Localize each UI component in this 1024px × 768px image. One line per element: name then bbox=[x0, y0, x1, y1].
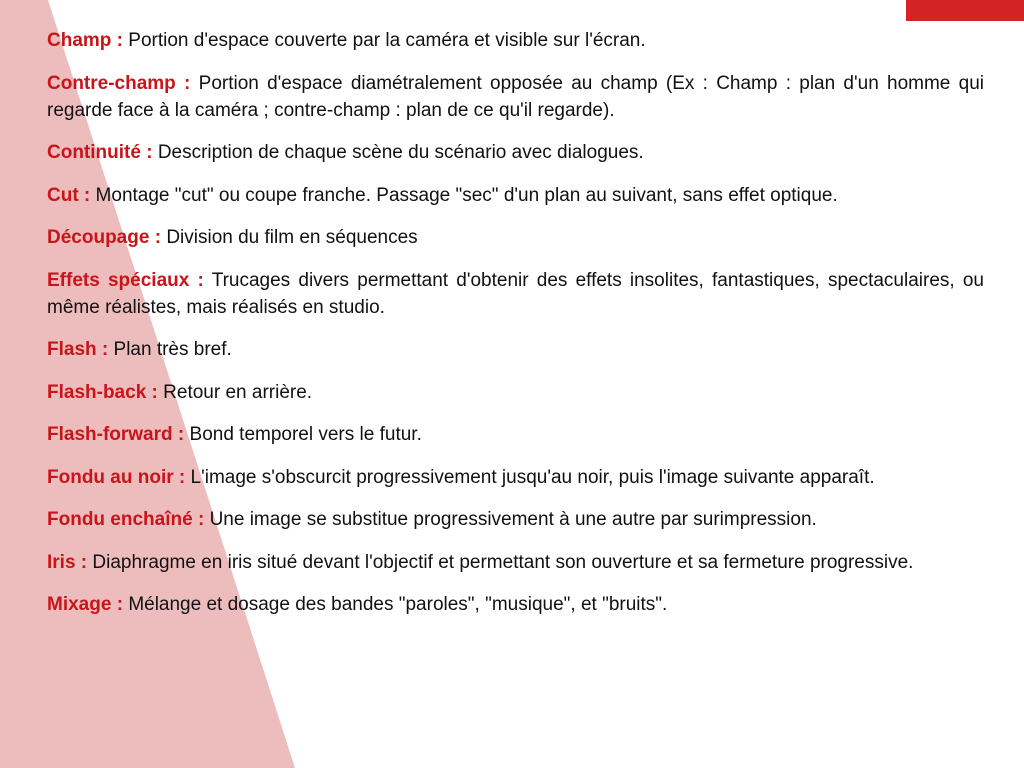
glossary-entry bbox=[47, 336, 984, 363]
glossary-term: Découpage : bbox=[47, 227, 162, 248]
glossary-definition: Portion d'espace couverte par la caméra et visible sur l'écran. bbox=[128, 30, 646, 51]
glossary-term: Champ : bbox=[47, 30, 123, 51]
glossary-definition: Diaphragme en iris situé devant l'objectif et permettant son ouverture et sa fermeture progressive. bbox=[92, 551, 914, 573]
glossary-term: Iris : bbox=[47, 551, 88, 573]
glossary-entry bbox=[47, 27, 984, 54]
glossary-entry bbox=[47, 224, 984, 251]
glossary-entry bbox=[47, 506, 984, 533]
glossary-term: Fondu enchaîné : bbox=[47, 509, 205, 530]
corner-accent-bar bbox=[906, 0, 1024, 21]
glossary-term: Flash-forward : bbox=[47, 424, 185, 445]
glossary-term: Continuité : bbox=[47, 142, 153, 163]
glossary-entry bbox=[47, 421, 984, 448]
glossary-definition: Mélange et dosage des bandes "paroles", "musique", et "bruits". bbox=[128, 594, 668, 615]
glossary-list bbox=[47, 27, 984, 634]
glossary-definition: Portion d'espace diamétralement opposée au champ (Ex : Champ : plan d'un homme qui regarde face à la caméra ; contre-champ : plan de ce qu'il regarde). bbox=[47, 72, 984, 121]
glossary-entry bbox=[47, 139, 984, 166]
glossary-term: Contre-champ : bbox=[47, 72, 191, 94]
glossary-definition: Une image se substitue progressivement à une autre par surimpression. bbox=[209, 509, 817, 530]
glossary-term: Fondu au noir : bbox=[47, 466, 186, 488]
glossary-term: Flash : bbox=[47, 339, 109, 360]
glossary-definition: Bond temporel vers le futur. bbox=[189, 424, 422, 445]
glossary-entry bbox=[47, 379, 984, 406]
glossary-entry bbox=[47, 549, 984, 576]
glossary-term: Mixage : bbox=[47, 594, 124, 615]
glossary-entry bbox=[47, 464, 984, 491]
glossary-definition: L'image s'obscurcit progressivement jusqu'au noir, puis l'image suivante apparaît. bbox=[190, 466, 875, 488]
glossary-term: Cut : bbox=[47, 184, 91, 206]
glossary-entry bbox=[47, 182, 984, 209]
glossary-term: Effets spéciaux : bbox=[47, 269, 204, 291]
glossary-entry bbox=[47, 591, 984, 618]
glossary-definition: Plan très bref. bbox=[113, 339, 232, 360]
glossary-definition: Montage "cut" ou coupe franche. Passage "sec" d'un plan au suivant, sans effet optique. bbox=[95, 184, 838, 206]
glossary-definition: Trucages divers permettant d'obtenir des effets insolites, fantastiques, spectaculaires, ou même réalistes, mais réalisés en studio. bbox=[47, 269, 984, 318]
glossary-entry bbox=[47, 70, 984, 124]
glossary-entry bbox=[47, 267, 984, 321]
glossary-definition: Description de chaque scène du scénario avec dialogues. bbox=[157, 142, 644, 163]
glossary-definition: Retour en arrière. bbox=[163, 381, 313, 403]
glossary-term: Flash-back : bbox=[47, 381, 158, 403]
glossary-definition: Division du film en séquences bbox=[166, 227, 418, 248]
